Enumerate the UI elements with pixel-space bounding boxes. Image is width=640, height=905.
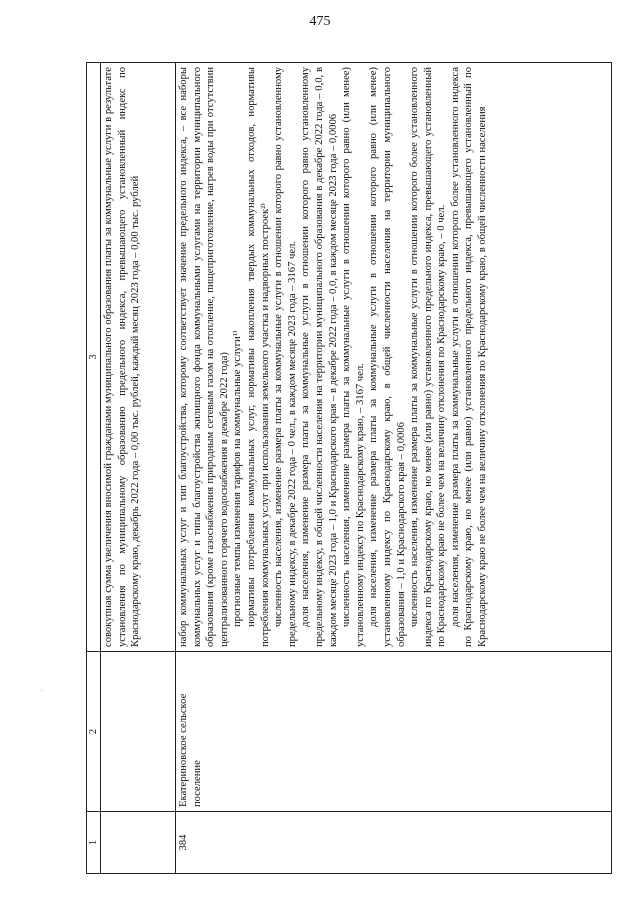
cell-continued-text (101, 63, 175, 651)
table-row-384 (176, 63, 611, 873)
table-wrapper (86, 62, 612, 874)
cell-empty-1 (101, 811, 175, 873)
paragraph-services-set: набор коммунальных услуг и тип благоустройства, которому соответствует значение предельного индекса, – все наборы коммунальных услуг и типы благоустройства жилищного фонда коммунальными услугами на территории муниципального образования (кроме газоснабжения природным сетевым газом на отопление, пищеприготовление, нагрев воды при отсутствии централизованного горячего водоснабжения в декабре 2022 года) (178, 67, 230, 647)
paragraph-share-equal: доля населения, изменение размера платы за коммунальные услуги в отношении которого равно установленному предельному индексу, в общей численности населения на территории муниципального образования в декабре 2022 года – 0,0, в каждом месяце 2023 года – 1,0 и Краснодарского края – в декабре 2022 года – 0,0, в каждом месяце 2023 года – 0,0006 (300, 67, 339, 647)
page-number: 475 (309, 14, 331, 29)
header-col-2: 2 (87, 651, 100, 811)
paragraph-population-more: численность населения, изменение размера платы за коммунальные услуги в отношении которого более установленного индекса по Краснодарскому краю, но менее (или равно) установленного предельного индекса, превышающего установленный по Краснодарскому краю не более чем на величину отклонения по Краснодарскому краю, – 0 чел. (409, 67, 448, 647)
data-table (86, 62, 612, 874)
header-col-3: 3 (88, 354, 99, 360)
paragraph-share-more: доля населения, изменение размера платы за коммунальные услуги в отношении которого более установленного индекса по Краснодарскому краю, но менее (или равно) установленного предельного индекса, превышающего установленный по Краснодарскому краю не более чем на величину отклонения по Краснодарскому краю, в общей численности населения (449, 67, 489, 647)
margin-mark: . (41, 684, 43, 693)
paragraph-consumption-norms: нормативы потребления коммунальных услуг, нормативы накопления твердых коммунальных отходов, нормативы потребления коммунальных услуг при использовании земельного участка и надворных построек²⁾ (245, 67, 271, 647)
paragraph-share-less: доля населения, изменение размера платы за коммунальные услуги в отношении которого равно (или менее) установленному индексу по Краснодарскому краю, в общей численности населения на территории муниципального образования – 1,0 и Краснодарского края – 0,0006 (368, 67, 407, 647)
paragraph-tariff-rates: прогнозные темпы изменения тарифов на коммунальные услуги¹⁾ (232, 330, 244, 627)
continued-paragraph: совокупная сумма увеличения вносимой гражданами муниципального образования платы за коммунальные услуги в результате установления по муниципальному образованию предельного индекса, превышающего установленный индекс по Краснодарскому краю, декабрь 2022 года – 0,00 тыс. рублей, каждый месяц 2023 года – 0,00 тыс. рублей (103, 67, 142, 647)
table-row-continued (101, 63, 176, 873)
paragraph-population-equal: численность населения, изменение размера платы за коммунальные услуги в отношении которого равно установленному предельному индексу, в декабре 2022 года – 0 чел., в каждом месяце 2023 года – 3167 чел. (273, 67, 298, 647)
paragraph-population-less: численность населения, изменение размера платы за коммунальные услуги в отношении которого равно (или менее) установленному индексу по Краснодарскому краю, – 3167 чел. (341, 67, 366, 647)
cell-empty-2 (101, 651, 175, 811)
header-col-1: 1 (87, 811, 100, 873)
row-number: 384 (176, 811, 611, 873)
row-details (176, 63, 611, 651)
table-header-row (87, 63, 101, 873)
settlement-name: Екатериновское сельское поселение (176, 651, 611, 811)
